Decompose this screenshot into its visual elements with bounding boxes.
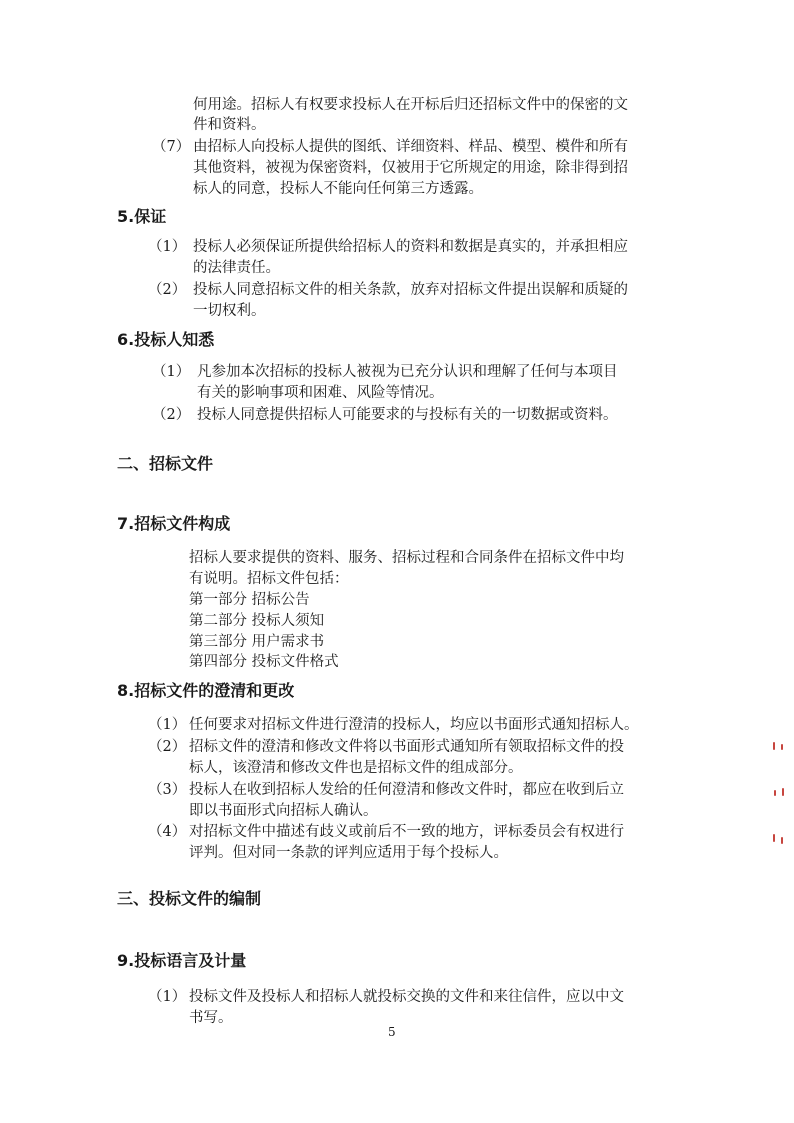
page-number: 5: [388, 1025, 396, 1039]
item-7-line-3: 标人的同意，投标人不能向任何第三方透露。: [193, 181, 483, 197]
sec8-item-3-line-1: 投标人在收到招标人发给的任何澄清和修改文件时，都应在收到后立: [189, 782, 624, 798]
sec8-item-1-line-1: 任何要求对招标文件进行澄清的投标人，均应以书面形式通知招标人。: [189, 717, 639, 733]
sec6-item-1-number: （1）: [152, 364, 191, 380]
sec6-item-1-line-1: 凡参加本次招标的投标人被视为已充分认识和理解了任何与本项目: [197, 364, 618, 380]
sec5-item-2-line-1: 投标人同意招标文件的相关条款，放弃对招标文件提出误解和质疑的: [193, 282, 628, 298]
sec9-item-1-line-2: 书写。: [189, 1010, 233, 1026]
sec8-item-4-line-2: 评判。但对同一条款的评判应适用于每个投标人。: [189, 845, 508, 861]
section-6-title: 6.投标人知悉: [117, 330, 215, 349]
sec8-item-1-number: （1）: [148, 717, 187, 733]
item-7-number: （7）: [152, 139, 191, 155]
sec8-item-4-number: （4）: [148, 824, 187, 840]
sec7-line-1: 招标人要求提供的资料、服务、招标过程和合同条件在招标文件中均: [189, 550, 624, 566]
sec5-item-1-number: （1）: [148, 239, 187, 255]
sec6-item-1-line-2: 有关的影响事项和困难、风险等情况。: [197, 385, 444, 401]
part-3-title: 三、投标文件的编制: [117, 889, 262, 908]
item-7-line-1: 由招标人向投标人提供的图纸、详细资料、样品、模型、模件和所有: [193, 139, 628, 155]
sec9-item-1-line-1: 投标文件及投标人和招标人就投标交换的文件和来往信件，应以中文: [189, 989, 624, 1005]
sec5-item-2-line-2: 一切权利。: [193, 303, 266, 319]
sec7-part-1: 第一部分 招标公告: [189, 592, 310, 608]
sec5-item-1-line-2: 的法律责任。: [193, 260, 280, 276]
sec7-part-3: 第三部分 用户需求书: [189, 634, 325, 650]
sec8-item-4-line-1: 对招标文件中描述有歧义或前后不一致的地方，评标委员会有权进行: [189, 824, 624, 840]
part-2-title: 二、招标文件: [117, 454, 214, 473]
section-5-title: 5.保证: [117, 207, 167, 226]
edge-stamp-marks: [770, 742, 790, 862]
section-8-title: 8.招标文件的澄清和更改: [117, 681, 295, 700]
sec5-item-2-number: （2）: [148, 282, 187, 298]
sec8-item-2-line-2: 标人，该澄清和修改文件也是招标文件的组成部分。: [189, 760, 523, 776]
item-7-line-2: 其他资料，被视为保密资料，仅被用于它所规定的用途，除非得到招: [193, 160, 628, 176]
section-9-title: 9.投标语言及计量: [117, 951, 247, 970]
sec7-part-2: 第二部分 投标人须知: [189, 613, 325, 629]
continuation-line-1: 何用途。招标人有权要求投标人在开标后归还招标文件中的保密的文: [193, 97, 628, 113]
sec7-line-2: 有说明。招标文件包括：: [189, 571, 349, 587]
sec5-item-1-line-1: 投标人必须保证所提供给招标人的资料和数据是真实的，并承担相应: [193, 239, 628, 255]
sec8-item-2-number: （2）: [148, 739, 187, 755]
continuation-line-2: 件和资料。: [193, 117, 266, 133]
sec6-item-2-line-1: 投标人同意提供招标人可能要求的与投标有关的一切数据或资料。: [197, 407, 618, 423]
sec7-part-4: 第四部分 投标文件格式: [189, 654, 339, 670]
sec9-item-1-number: （1）: [148, 989, 187, 1005]
sec8-item-3-number: （3）: [148, 782, 187, 798]
sec6-item-2-number: （2）: [152, 407, 191, 423]
sec8-item-2-line-1: 招标文件的澄清和修改文件将以书面形式通知所有领取招标文件的投: [189, 739, 624, 755]
sec8-item-3-line-2: 即以书面形式向招标人确认。: [189, 803, 378, 819]
section-7-title: 7.招标文件构成: [117, 514, 231, 533]
